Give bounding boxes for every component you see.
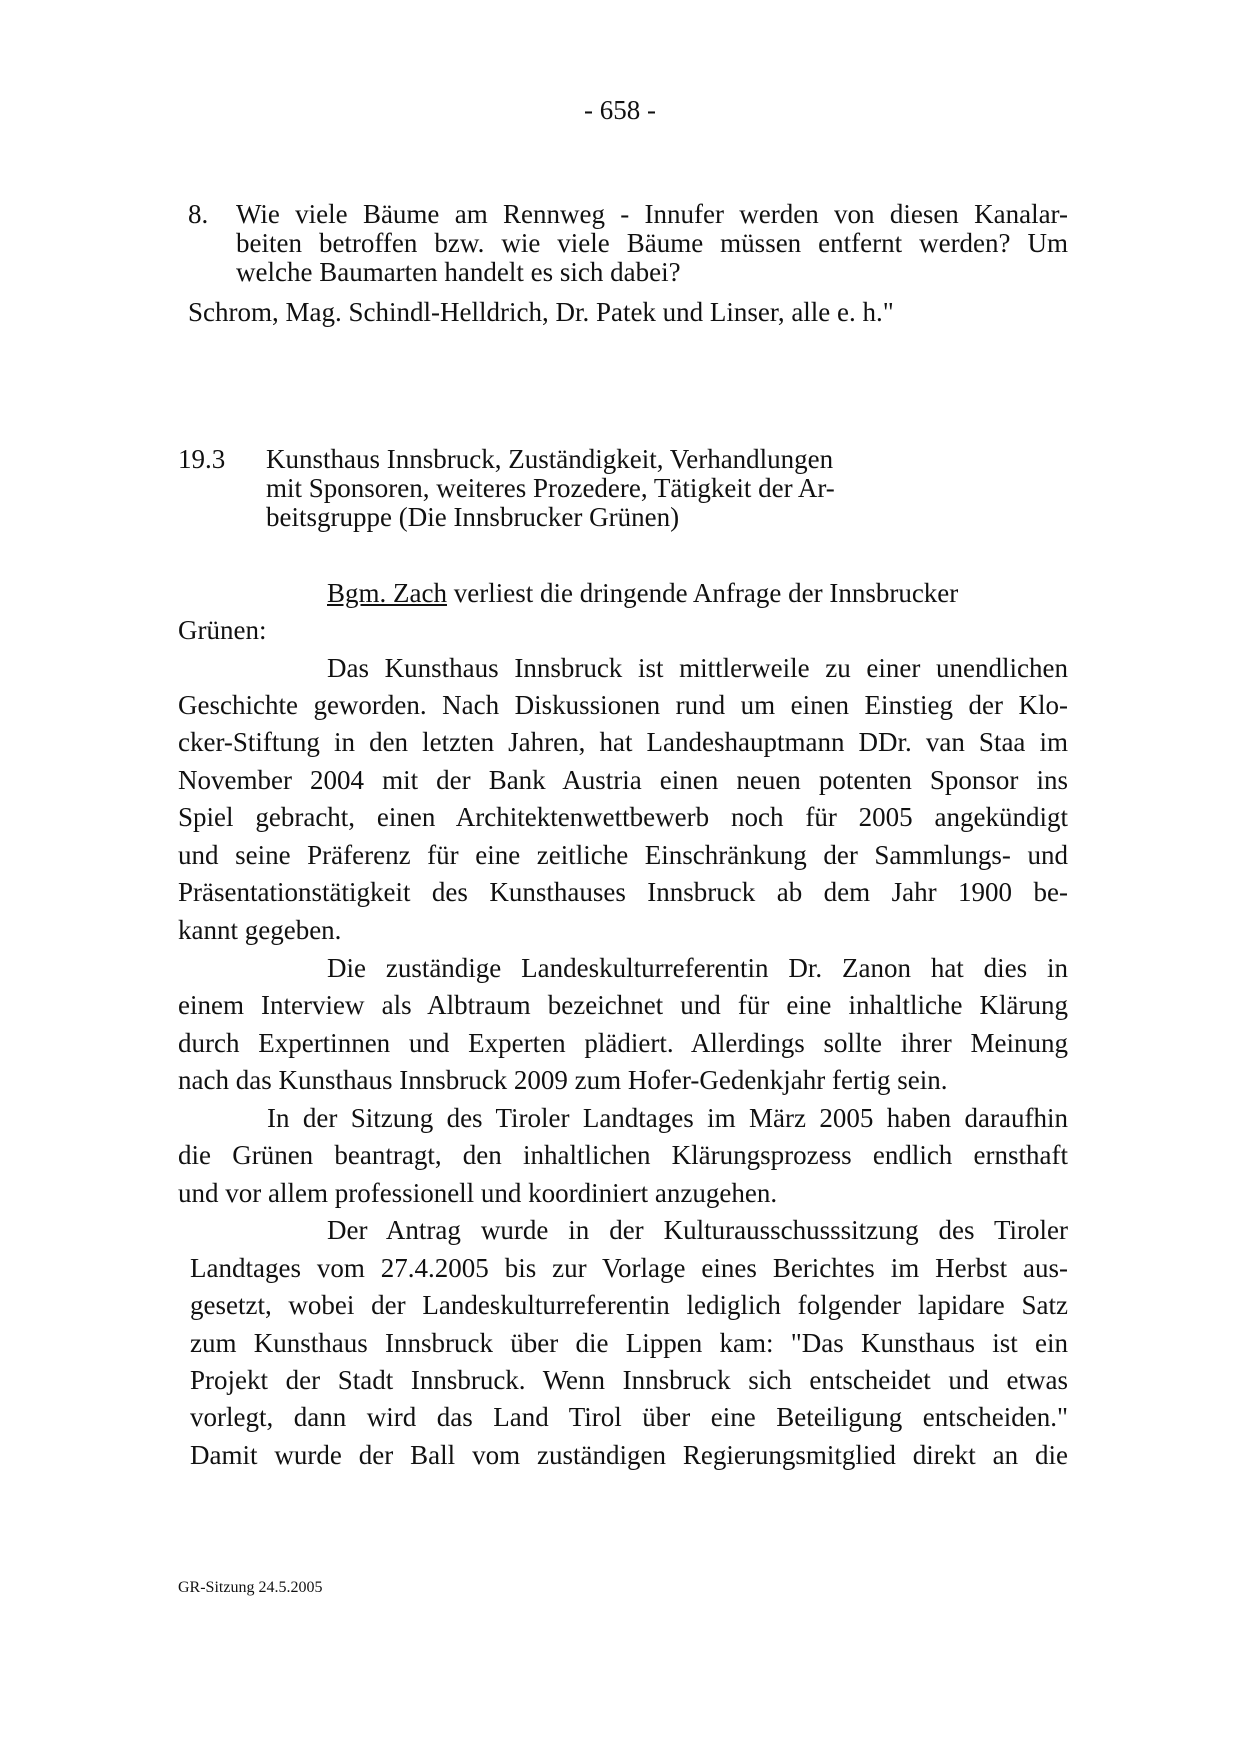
paragraph-4-line: Damit wurde der Ball vom zuständigen Regierungsmitglied direkt an die [190,1440,1068,1470]
speaker-name: Bgm. Zach [327,578,447,608]
paragraph-4-line: zum Kunsthaus Innsbruck über die Lippen kam: "Das Kunsthaus ist ein [190,1328,1068,1358]
question-text [236,200,1068,287]
paragraph-1-line: November 2004 mit der Bank Austria einen neuen potenten Sponsor ins [178,765,1068,795]
question-number: 8. [188,199,209,229]
paragraph-1-line: Das Kunsthaus Innsbruck ist mittlerweile zu einer unendlichen [327,653,1068,683]
intro-line [327,575,958,611]
paragraph-2-line: durch Expertinnen und Experten plädiert. Allerdings sollte ihrer Meinung [178,1028,1068,1058]
paragraph-4-line: Projekt der Stadt Innsbruck. Wenn Innsbruck sich entscheidet und etwas [190,1365,1068,1395]
paragraph-2-line: Die zuständige Landeskulturreferentin Dr. Zanon hat dies in [327,953,1068,983]
paragraph-1-line: cker-Stiftung in den letzten Jahren, hat Landeshauptmann DDr. van Staa im [178,727,1068,757]
paragraph-4-line: vorlegt, dann wird das Land Tirol über eine Beteiligung entscheiden." [190,1402,1068,1432]
paragraph-2-line: einem Interview als Albtraum bezeichnet und für eine inhaltliche Klärung [178,990,1068,1020]
paragraph-2-line: nach das Kunsthaus Innsbruck 2009 zum Hofer-Gedenkjahr fertig sein. [178,1065,948,1095]
signers-line: Schrom, Mag. Schindl-Helldrich, Dr. Patek und Linser, alle e. h." [188,297,894,327]
question-line: beiten betroffen bzw. wie viele Bäume müssen entfernt werden? Um [236,228,1068,258]
page-number: - 658 - [584,95,656,125]
paragraph-4-line: gesetzt, wobei der Landeskulturreferentin lediglich folgender lapidare Satz [190,1290,1068,1320]
paragraph-1-line: Spiel gebracht, einen Architektenwettbewerb noch für 2005 angekündigt [178,802,1068,832]
paragraph-3-line: die Grünen beantragt, den inhaltlichen Klärungsprozess endlich ernsthaft [178,1140,1068,1170]
paragraph-1-line: kannt gegeben. [178,915,342,945]
paragraph-3-line: und vor allem professionell und koordiniert anzugehen. [178,1178,778,1208]
paragraph-3-line: In der Sitzung des Tiroler Landtages im März 2005 haben daraufhin [267,1103,1068,1133]
section-title-line: beitsgruppe (Die Innsbrucker Grünen) [266,502,680,532]
section-title [266,445,1066,532]
footer-session-date: GR-Sitzung 24.5.2005 [178,1579,323,1596]
section-title-line: mit Sponsoren, weiteres Prozedere, Tätigkeit der Ar- [266,473,835,503]
question-line: welche Baumarten handelt es sich dabei? [236,257,681,287]
paragraph-4-line: Landtages vom 27.4.2005 bis zur Vorlage eines Berichtes im Herbst aus- [190,1253,1068,1283]
section-number: 19.3 [178,444,226,474]
question-line: Wie viele Bäume am Rennweg - Innufer werden von diesen Kanalar- [236,199,1068,229]
section-title-line: Kunsthaus Innsbruck, Zuständigkeit, Verhandlungen [266,444,834,474]
paragraph-1-line: und seine Präferenz für eine zeitliche Einschränkung der Sammlungs- und [178,840,1068,870]
intro-continuation: Grünen: [178,615,267,645]
intro-text: verliest die dringende Anfrage der Innsbrucker [446,578,959,608]
paragraph-1-line: Präsentationstätigkeit des Kunsthauses Innsbruck ab dem Jahr 1900 be- [178,877,1068,907]
paragraph-4-line: Der Antrag wurde in der Kulturausschusssitzung des Tiroler [327,1215,1068,1245]
paragraph-1-line: Geschichte geworden. Nach Diskussionen rund um einen Einstieg der Klo- [178,690,1068,720]
